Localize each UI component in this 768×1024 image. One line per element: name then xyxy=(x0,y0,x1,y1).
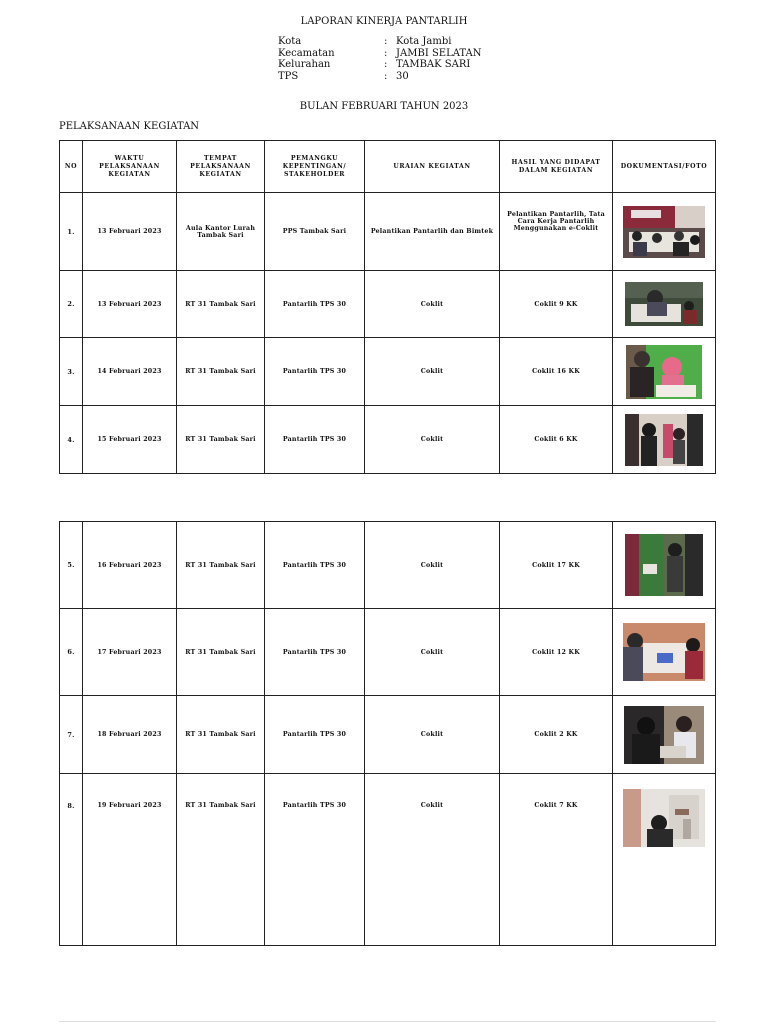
cell-no: 8. xyxy=(60,774,83,946)
cell-photo xyxy=(613,522,716,609)
cell-waktu: 16 Februari 2023 xyxy=(83,522,177,609)
activity-photo-8 xyxy=(623,789,705,847)
cell-hasil: Coklit 6 KK xyxy=(500,406,613,474)
cell-pemangku: Pantarlih TPS 30 xyxy=(265,609,365,696)
cell-no: 1. xyxy=(60,193,83,271)
header-waktu: WAKTU PELAKSANAAN KEGIATAN xyxy=(83,141,177,193)
activity-table-2 xyxy=(59,521,716,946)
header-no: NO xyxy=(60,141,83,193)
header-dokumentasi: DOKUMENTASI/FOTO xyxy=(613,141,716,193)
cell-uraian: Coklit xyxy=(365,522,500,609)
table-row xyxy=(60,522,716,609)
cell-uraian: Coklit xyxy=(365,406,500,474)
cell-pemangku: Pantarlih TPS 30 xyxy=(265,522,365,609)
section-title: PELAKSANAAN KEGIATAN xyxy=(59,121,200,132)
meta-value: Kota Jambi xyxy=(396,36,452,47)
cell-photo xyxy=(613,406,716,474)
report-period: BULAN FEBRUARI TAHUN 2023 xyxy=(299,101,469,112)
activity-photo-6 xyxy=(623,623,705,681)
cell-waktu: 19 Februari 2023 xyxy=(83,774,177,946)
cell-photo xyxy=(613,193,716,271)
cell-tempat: RT 31 Tambak Sari xyxy=(177,696,265,774)
cell-no: 6. xyxy=(60,609,83,696)
cell-no: 7. xyxy=(60,696,83,774)
cell-uraian: Coklit xyxy=(365,774,500,946)
cell-hasil: Coklit 17 KK xyxy=(500,522,613,609)
cell-hasil: Coklit 7 KK xyxy=(500,774,613,946)
header-pemangku: PEMANGKU KEPENTINGAN/ STAKEHOLDER xyxy=(265,141,365,193)
activity-photo-2 xyxy=(625,282,703,326)
meta-label: Kecamatan xyxy=(278,47,335,59)
activity-photo-1 xyxy=(623,206,705,258)
meta-label: Kelurahan xyxy=(278,59,331,70)
cell-hasil: Coklit 16 KK xyxy=(500,338,613,406)
meta-row-tps: TPS : 30 xyxy=(278,70,409,82)
meta-row-kecamatan: Kecamatan : JAMBI SELATAN xyxy=(278,47,482,59)
cell-pemangku: Pantarlih TPS 30 xyxy=(265,406,365,474)
meta-row-kelurahan: Kelurahan : TAMBAK SARI xyxy=(278,59,471,70)
cell-no: 2. xyxy=(60,271,83,338)
cell-photo xyxy=(613,338,716,406)
activity-photo-4 xyxy=(625,414,703,466)
cell-uraian: Coklit xyxy=(365,271,500,338)
cell-waktu: 15 Februari 2023 xyxy=(83,406,177,474)
cell-tempat: RT 31 Tambak Sari xyxy=(177,774,265,946)
header-tempat: TEMPAT PELAKSANAAN KEGIATAN xyxy=(177,141,265,193)
activity-photo-5 xyxy=(625,534,703,596)
activity-photo-7 xyxy=(624,706,704,764)
cell-hasil: Coklit 2 KK xyxy=(500,696,613,774)
header-uraian: URAIAN KEGIATAN xyxy=(365,141,500,193)
cell-tempat: RT 31 Tambak Sari xyxy=(177,338,265,406)
report-meta xyxy=(278,36,482,82)
cell-tempat: RT 31 Tambak Sari xyxy=(177,609,265,696)
cell-tempat: Aula Kantor Lurah Tambak Sari xyxy=(177,193,265,271)
cell-uraian: Coklit xyxy=(365,609,500,696)
table-header-row xyxy=(60,141,716,193)
cell-photo xyxy=(613,609,716,696)
meta-label: Kota xyxy=(278,36,302,47)
cell-tempat: RT 31 Tambak Sari xyxy=(177,406,265,474)
meta-value: JAMBI SELATAN xyxy=(396,47,482,59)
cell-waktu: 17 Februari 2023 xyxy=(83,609,177,696)
cell-waktu: 14 Februari 2023 xyxy=(83,338,177,406)
cell-waktu: 18 Februari 2023 xyxy=(83,696,177,774)
cell-photo xyxy=(613,696,716,774)
cell-hasil: Pelantikan Pantarlih, Tata Cara Kerja Pantarlih Menggunakan e-Coklit xyxy=(500,193,613,271)
activity-photo-3 xyxy=(626,345,702,399)
cell-pemangku: Pantarlih TPS 30 xyxy=(265,271,365,338)
cell-photo xyxy=(613,271,716,338)
cell-no: 5. xyxy=(60,522,83,609)
cell-waktu: 13 Februari 2023 xyxy=(83,193,177,271)
meta-value: TAMBAK SARI xyxy=(396,59,471,70)
table-row xyxy=(60,774,716,946)
page-divider xyxy=(59,1021,716,1022)
table-row xyxy=(60,271,716,338)
table-row xyxy=(60,696,716,774)
table-row xyxy=(60,406,716,474)
activity-table-1 xyxy=(59,140,716,474)
cell-pemangku: Pantarlih TPS 30 xyxy=(265,338,365,406)
cell-uraian: Coklit xyxy=(365,338,500,406)
cell-no: 4. xyxy=(60,406,83,474)
cell-hasil: Coklit 9 KK xyxy=(500,271,613,338)
meta-row-kota: Kota : Kota Jambi xyxy=(278,36,452,47)
header-hasil: HASIL YANG DIDAPAT DALAM KEGIATAN xyxy=(500,141,613,193)
meta-label: TPS xyxy=(278,70,299,82)
cell-hasil: Coklit 12 KK xyxy=(500,609,613,696)
cell-uraian: Coklit xyxy=(365,696,500,774)
table-row xyxy=(60,193,716,271)
table-row xyxy=(60,609,716,696)
cell-pemangku: Pantarlih TPS 30 xyxy=(265,696,365,774)
cell-pemangku: Pantarlih TPS 30 xyxy=(265,774,365,946)
cell-tempat: RT 31 Tambak Sari xyxy=(177,522,265,609)
meta-value: 30 xyxy=(396,70,409,82)
cell-uraian: Pelantikan Pantarlih dan Bimtek xyxy=(365,193,500,271)
cell-no: 3. xyxy=(60,338,83,406)
cell-tempat: RT 31 Tambak Sari xyxy=(177,271,265,338)
cell-photo xyxy=(613,774,716,946)
cell-pemangku: PPS Tambak Sari xyxy=(265,193,365,271)
cell-waktu: 13 Februari 2023 xyxy=(83,271,177,338)
report-title: LAPORAN KINERJA PANTARLIH xyxy=(300,16,468,27)
table-row xyxy=(60,338,716,406)
